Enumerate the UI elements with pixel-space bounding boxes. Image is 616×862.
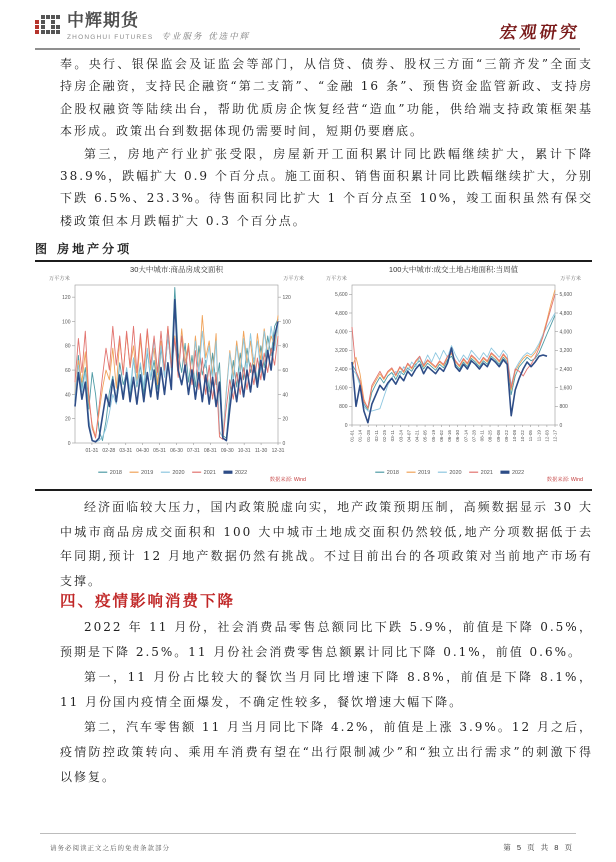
svg-text:09-08: 09-08	[495, 430, 501, 442]
svg-text:05-19: 05-19	[430, 430, 436, 442]
legend-label-2021: 2021	[203, 470, 216, 476]
logo-mark-icon	[35, 15, 61, 36]
footer-disclaimer: 请务必阅读正文之后的免责条款部分	[50, 845, 170, 852]
svg-text:1,600: 1,600	[559, 385, 573, 392]
figure-caption: 图 房地产分项	[35, 240, 592, 262]
svg-text:3,200: 3,200	[334, 348, 348, 355]
svg-text:120: 120	[62, 295, 71, 302]
section-heading: 四、疫情影响消费下降	[60, 593, 236, 610]
legend-label-2022: 2022	[234, 470, 248, 476]
body-text-block-3	[60, 615, 593, 790]
svg-text:4,000: 4,000	[334, 329, 348, 336]
svg-text:02-28: 02-28	[102, 448, 116, 454]
paragraph-third-point: 第三，房地产行业扩张受限，房屋新开工面积累计同比跌幅继续扩大，累计下降 38.9%，跌幅扩大 0.9 个百分点。施工面积、销售面积累计同比跌幅继续扩大，分别下跌 6.5%、23.3%。待售面积同比扩大 1 个百分点至 10%，竣工面积虽然有保交楼政策但本月跌幅扩大 0.3 个百分点。	[60, 146, 593, 228]
svg-text:1,600: 1,600	[334, 385, 348, 392]
legend-label-2022: 2022	[511, 470, 525, 476]
chart-100-city-land	[322, 261, 585, 483]
svg-text:120: 120	[282, 295, 291, 302]
svg-text:11-30: 11-30	[254, 448, 268, 454]
svg-text:12-17: 12-17	[552, 430, 558, 442]
svg-text:3,200: 3,200	[559, 348, 573, 355]
svg-text:06-30: 06-30	[170, 448, 183, 454]
legend-label-2019: 2019	[418, 470, 431, 476]
y-axis-unit-left: 万平方米	[326, 276, 347, 282]
svg-text:03-24: 03-24	[398, 430, 404, 442]
svg-text:80: 80	[64, 343, 71, 350]
svg-text:11-19: 11-19	[536, 430, 542, 442]
y-axis-unit-left: 万平方米	[49, 276, 70, 282]
svg-text:2,400: 2,400	[559, 366, 573, 373]
svg-text:08-11: 08-11	[479, 430, 485, 442]
svg-text:0: 0	[282, 440, 286, 447]
legend-label-2021: 2021	[480, 470, 493, 476]
svg-text:10-08: 10-08	[512, 430, 517, 442]
svg-text:06-30: 06-30	[455, 430, 461, 442]
svg-text:10-31: 10-31	[237, 448, 251, 454]
chart-30-city-housing	[45, 261, 308, 483]
header-divider	[35, 48, 580, 50]
svg-text:05-05: 05-05	[422, 430, 428, 442]
svg-text:4,800: 4,800	[559, 310, 573, 317]
figure-bottom-divider	[35, 489, 592, 491]
svg-text:01-01: 01-01	[349, 430, 355, 442]
svg-text:4,000: 4,000	[559, 329, 573, 336]
svg-text:10-22: 10-22	[520, 430, 526, 442]
logo-title: 中辉期货	[67, 11, 139, 30]
figure-charts	[45, 261, 590, 487]
svg-text:01-14: 01-14	[357, 430, 363, 442]
svg-text:40: 40	[282, 392, 289, 399]
legend-label-2020: 2020	[172, 470, 185, 476]
svg-text:03-31: 03-31	[119, 448, 133, 454]
data-source-label: 数据来源: Wind	[269, 477, 306, 483]
svg-text:0: 0	[344, 422, 348, 429]
svg-text:0: 0	[67, 440, 71, 447]
svg-text:11-05: 11-05	[528, 430, 534, 442]
svg-text:100: 100	[62, 319, 71, 326]
svg-text:06-16: 06-16	[447, 430, 453, 442]
logo-subtitle: ZHONGHUI FUTURES	[67, 34, 154, 41]
svg-text:06-02: 06-02	[438, 430, 444, 442]
series-line-2020	[352, 313, 555, 411]
svg-text:12-03: 12-03	[544, 430, 550, 442]
report-type-title: 宏观研究	[498, 23, 582, 43]
svg-text:40: 40	[64, 392, 71, 399]
svg-text:60: 60	[282, 367, 289, 374]
svg-text:08-25: 08-25	[487, 430, 493, 442]
series-line-2022	[352, 348, 547, 423]
svg-text:03-11: 03-11	[390, 430, 396, 442]
series-line-2019	[352, 290, 555, 409]
svg-text:5,600: 5,600	[334, 292, 348, 299]
footer-page-number: 第 5 页 共 8 页	[503, 843, 574, 852]
paragraph-retail: 2022 年 11 月份，社会消费品零售总额同比下跌 5.9%，前值是下降 0.5%，预期是下降 2.5%。11 月份社会消费零售总额累计同比下降 0.1%，前值 0.6%。	[60, 620, 593, 659]
company-logo	[35, 12, 250, 42]
footer-divider	[40, 833, 576, 834]
svg-text:12-31: 12-31	[271, 448, 285, 454]
svg-text:800: 800	[339, 404, 348, 411]
chart-housing-transaction-area	[45, 261, 308, 487]
svg-text:2,400: 2,400	[334, 366, 348, 373]
page-header	[35, 10, 580, 46]
svg-text:20: 20	[282, 416, 289, 423]
svg-text:20: 20	[64, 416, 71, 423]
svg-text:60: 60	[64, 367, 71, 374]
chart-land-transaction-area	[322, 261, 585, 487]
svg-text:4,800: 4,800	[334, 310, 348, 317]
svg-text:0: 0	[559, 422, 563, 429]
paragraph-second-point: 第二，汽车零售额 11 月当月同比下降 4.2%，前值是上涨 3.9%。12 月之后，疫情防控政策转向、乘用车消费有望在“出行限制减少”和“独立出行需求”的刺激下得以修复。	[60, 720, 593, 784]
body-text-block-1	[60, 53, 593, 232]
svg-text:01-31: 01-31	[85, 448, 99, 454]
legend-label-2018: 2018	[386, 470, 399, 476]
paragraph-economy: 经济面临较大压力，国内政策脱虚向实，地产政策预期压制，高频数据显示 30 大中城市商品房成交面积和 100 大中城市土地成交面积仍然较低,地产分项数据低于去年同期,预计 12 月地产数据仍然有挑战。不过目前出台的各项政策对当前地产市场有支撑。	[60, 500, 593, 588]
svg-text:800: 800	[559, 404, 568, 411]
svg-text:80: 80	[282, 343, 289, 350]
y-axis-unit-right: 万平方米	[283, 276, 304, 282]
svg-text:04-30: 04-30	[136, 448, 150, 454]
svg-text:5,600: 5,600	[559, 292, 573, 299]
svg-text:07-14: 07-14	[463, 430, 469, 442]
svg-text:02-11: 02-11	[373, 430, 379, 442]
svg-text:04-21: 04-21	[414, 430, 420, 442]
svg-text:02-25: 02-25	[382, 430, 388, 442]
logo-tagline: 专业服务 优选中辉	[161, 32, 251, 42]
legend-label-2020: 2020	[449, 470, 462, 476]
svg-text:08-31: 08-31	[203, 448, 217, 454]
svg-text:07-31: 07-31	[187, 448, 200, 454]
legend-label-2018: 2018	[109, 470, 122, 476]
paragraph-carryover: 奉。央行、银保监会及证监会等部门，从信贷、债券、股权三方面“三箭齐发”全面支持房企融资，支持民企融资“第二支箭”、“金融 16 条”、预售资金监管新政、支持房企股权融资等陆续出台，帮助优质房企恢复经营“造血”功能，供给端支持政策框架基本形成。政策出台到数据体现仍需要时间，短期仍要磨底。	[60, 57, 593, 139]
paragraph-first-point: 第一，11 月份占比较大的餐饮当月同比增速下降 8.8%，前值是下降 8.1%，11 月份国内疫情全面爆发，不确定性较多，餐饮增速大幅下降。	[60, 670, 593, 709]
svg-text:04-07: 04-07	[406, 430, 412, 442]
svg-text:05-31: 05-31	[153, 448, 166, 454]
svg-text:09-30: 09-30	[220, 448, 234, 454]
body-text-block-2	[60, 495, 593, 593]
svg-text:100: 100	[282, 319, 291, 326]
y-axis-unit-right: 万平方米	[560, 276, 581, 282]
svg-text:01-28: 01-28	[365, 430, 371, 442]
svg-text:07-28: 07-28	[471, 430, 477, 442]
chart-title: 100大中城市:成交土地占地面积:当周值	[388, 265, 519, 274]
legend-label-2019: 2019	[141, 470, 154, 476]
chart-title: 30大中城市:商品房成交面积	[130, 265, 223, 274]
data-source-label: 数据来源: Wind	[546, 477, 583, 483]
svg-text:09-22: 09-22	[503, 430, 509, 442]
series-line-2018	[352, 315, 555, 410]
